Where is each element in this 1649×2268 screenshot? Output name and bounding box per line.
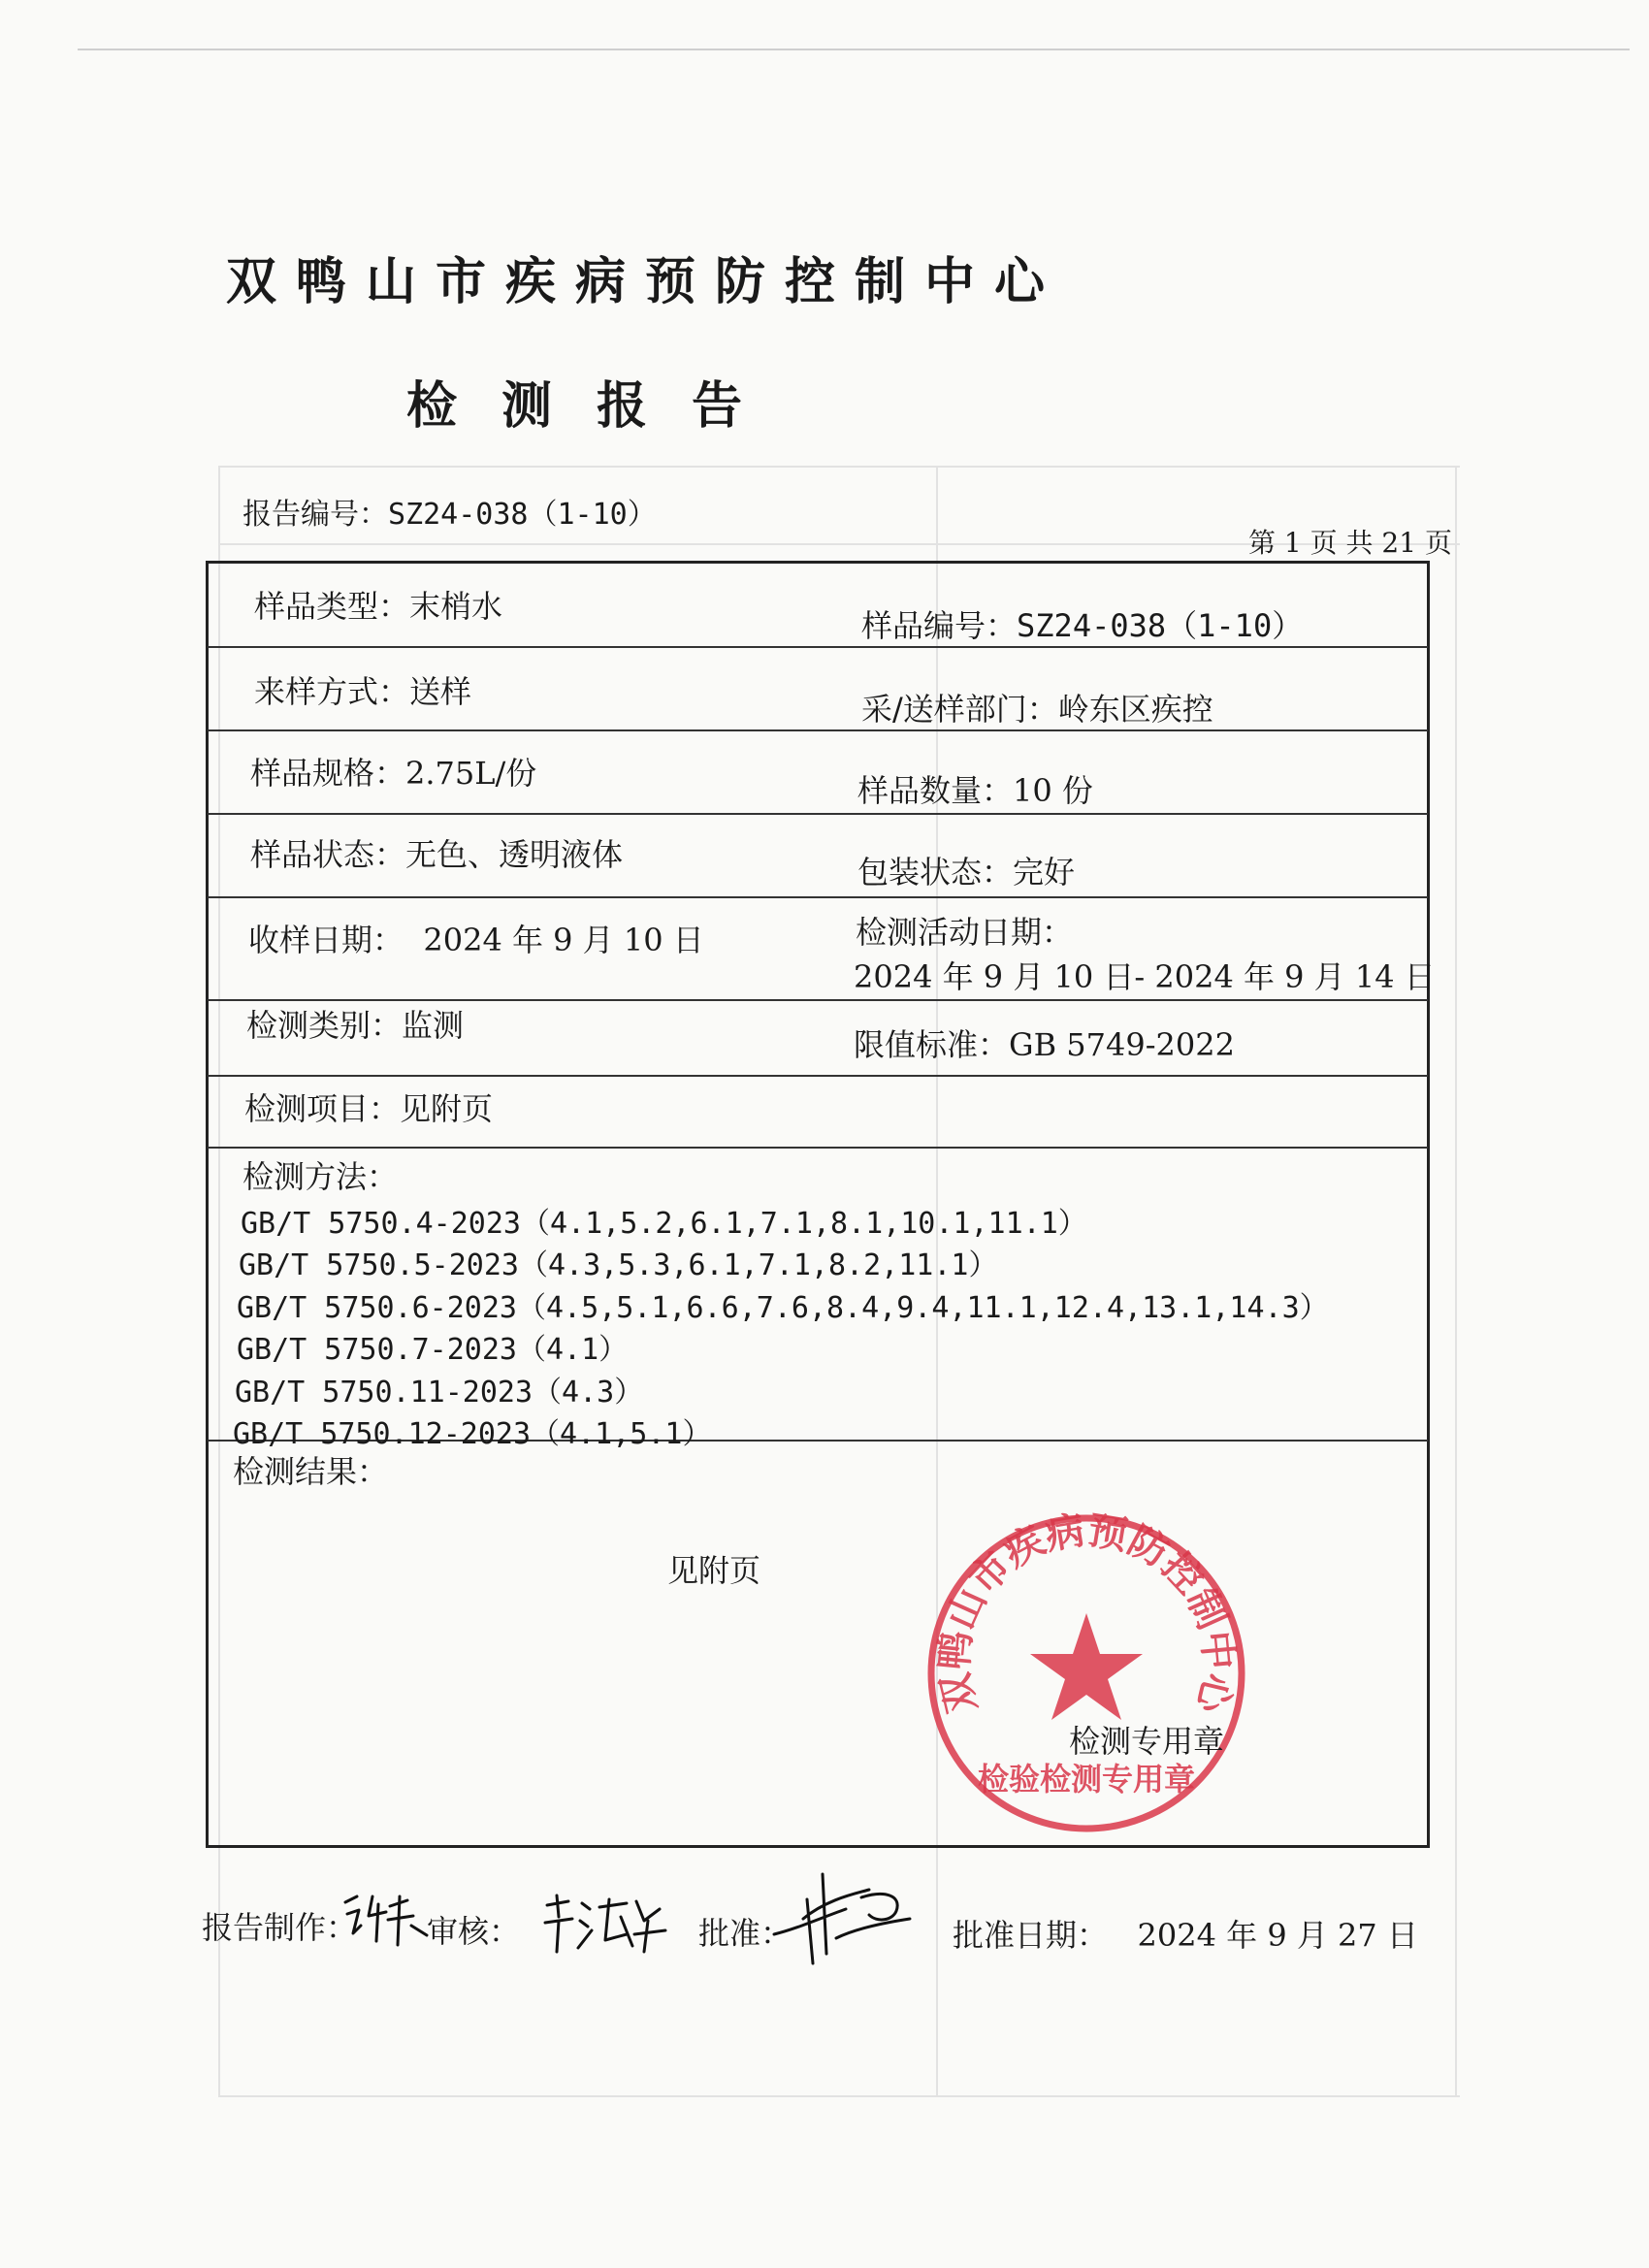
packaging-state xyxy=(857,848,1075,892)
test-category-label: 检测类别： xyxy=(246,1007,403,1044)
approval-date-value: 2024 年 9 月 27 日 xyxy=(1137,1917,1418,1954)
test-results-label: 检测结果： xyxy=(233,1453,389,1490)
sample-spec-label: 样品规格： xyxy=(250,755,406,792)
delivery-department-value: 岭东区疾控 xyxy=(1057,691,1213,728)
test-results-value: 见附页 xyxy=(667,1552,761,1589)
sample-type-label: 样品类型： xyxy=(254,588,410,625)
test-method-line: GB/T 5750.6-2023（4.5,5.1,6.6,7.6,8.4,9.4,11.1,12.4,13.1,14.3） xyxy=(237,1291,1329,1325)
sample-spec-value: 2.75L/份 xyxy=(405,755,537,792)
bleed-through-line xyxy=(218,466,1460,468)
delivery-department xyxy=(861,685,1213,729)
limit-standard-label: 限值标准： xyxy=(854,1026,1010,1063)
prepared-by-signature-strokes xyxy=(345,1896,427,1945)
sample-spec xyxy=(250,749,536,794)
seal-organization-path: 双鸭山市疾病预防控制中心 xyxy=(931,1508,1242,1718)
reviewed-by-label: 审核： xyxy=(427,1913,521,1950)
sample-quantity xyxy=(857,766,1093,811)
official-seal xyxy=(922,1508,1251,1838)
sample-quantity-label: 样品数量： xyxy=(857,772,1014,809)
sample-state-label: 样品状态： xyxy=(250,836,406,873)
sample-type xyxy=(254,582,502,627)
approved-by-label: 批准： xyxy=(698,1915,792,1952)
test-method-line: GB/T 5750.12-2023（4.1,5.1） xyxy=(233,1417,712,1451)
test-method-line: GB/T 5750.4-2023（4.1,5.2,6.1,7.1,8.1,10.1,11.1） xyxy=(241,1207,1087,1241)
row-divider xyxy=(208,1075,1428,1077)
sample-quantity-value: 10 份 xyxy=(1013,772,1093,809)
report-number xyxy=(242,490,657,533)
delivery-method-value: 送样 xyxy=(409,673,472,710)
page-top-rule xyxy=(78,49,1630,50)
row-divider xyxy=(208,646,1428,648)
document-title: 检测报告 xyxy=(405,377,787,436)
seal-star-icon xyxy=(1030,1613,1143,1720)
report-number-value: SZ24-038（1-10） xyxy=(388,498,657,532)
approval-date-label: 批准日期： xyxy=(953,1917,1109,1954)
test-category-value: 监测 xyxy=(402,1007,465,1044)
test-activity-date-value: 2024 年 9 月 10 日- 2024 年 9 月 14 日 xyxy=(854,958,1436,995)
row-divider xyxy=(208,813,1428,815)
sample-number-label: 样品编号： xyxy=(861,607,1018,644)
approved-by-signature-strokes xyxy=(774,1874,910,1963)
test-items-value: 见附页 xyxy=(400,1090,494,1127)
receive-date xyxy=(248,916,704,960)
organization-title: 双鸭山市疾病预防控制中心 xyxy=(225,253,1064,311)
packaging-state-value: 完好 xyxy=(1013,854,1076,891)
row-divider xyxy=(208,729,1428,731)
packaging-state-label: 包装状态： xyxy=(857,854,1014,891)
bleed-through-line xyxy=(1455,466,1457,2095)
receive-date-label: 收样日期： xyxy=(248,922,404,958)
sample-number-value: SZ24-038（1-10） xyxy=(1017,607,1304,644)
delivery-department-label: 采/送样部门： xyxy=(861,691,1058,728)
reviewed-by-signature xyxy=(539,1892,671,1960)
limit-standard xyxy=(854,1021,1235,1065)
test-method-line: GB/T 5750.11-2023（4.3） xyxy=(235,1376,644,1409)
bleed-through-line xyxy=(218,2095,1460,2097)
sample-state xyxy=(250,830,623,875)
sample-state-value: 无色、透明液体 xyxy=(405,836,624,873)
test-items-label: 检测项目： xyxy=(244,1090,401,1127)
test-method-line: GB/T 5750.7-2023（4.1） xyxy=(237,1333,629,1367)
row-divider xyxy=(208,1147,1428,1149)
approved-by-signature xyxy=(768,1861,916,1969)
test-method-line: GB/T 5750.5-2023（4.3,5.3,6.1,7.1,8.2,11.1） xyxy=(239,1248,998,1282)
sample-number xyxy=(861,601,1303,646)
test-items xyxy=(244,1085,493,1129)
test-methods-label: 检测方法： xyxy=(242,1158,399,1195)
seal-name-text: 检验检测专用章 xyxy=(977,1761,1196,1798)
test-category xyxy=(246,1001,464,1046)
reviewed-by-signature-strokes xyxy=(545,1895,665,1952)
row-divider xyxy=(208,896,1428,898)
seal-caption: 检测专用章 xyxy=(1069,1723,1225,1760)
delivery-method-label: 来样方式： xyxy=(254,673,410,710)
page-indicator: 第 1 页 共 21 页 xyxy=(1248,527,1452,559)
test-activity-date-label: 检测活动日期： xyxy=(856,914,1074,951)
sample-type-value: 末梢水 xyxy=(409,588,503,625)
prepared-by-signature xyxy=(340,1887,433,1951)
delivery-method xyxy=(254,667,471,712)
report-number-label: 报告编号： xyxy=(242,498,388,532)
approval-date xyxy=(953,1911,1418,1956)
report-prepared-by-label: 报告制作： xyxy=(202,1909,358,1946)
receive-date-value: 2024 年 9 月 10 日 xyxy=(423,922,704,958)
limit-standard-value: GB 5749-2022 xyxy=(1009,1026,1235,1063)
